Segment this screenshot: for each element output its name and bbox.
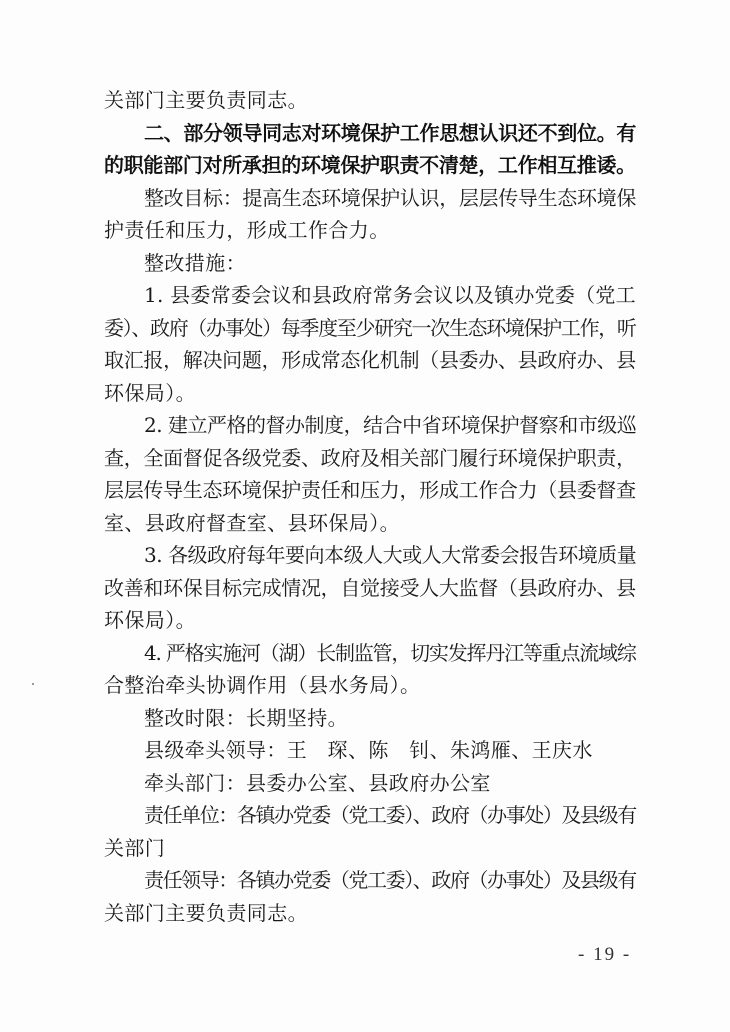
responsible-leaders: 责任领导：各镇办党委（党工委）、政府（办事处）及县级有	[144, 868, 636, 892]
text-line: 室、县政府督查室、县环保局）。	[104, 511, 400, 535]
measure-1: 1. 县委常委会议和县政府常务会议以及镇办党委（党工	[144, 283, 636, 307]
text-line: 护责任和压力，形成工作合力。	[104, 218, 390, 242]
lead-leaders: 县级牵头领导：王 琛、陈 钊、朱鸿雁、王庆水	[144, 738, 593, 762]
deadline: 整改时限：长期坚持。	[144, 706, 348, 730]
section-heading: 二、部分领导同志对环境保护工作思想认识还不到位。有	[144, 121, 636, 145]
measure-4: 4. 严格实施河（湖）长制监管，切实发挥丹江等重点流域综	[144, 641, 636, 665]
text-line: 环保局）。	[104, 608, 196, 632]
measure-3: 3. 各级政府每年要向本级人大或人大常委会报告环境质量	[144, 543, 637, 567]
text-line: 合整治牵头协调作用（县水务局）。	[104, 673, 421, 697]
lead-departments: 牵头部门：县委办公室、县政府办公室	[144, 771, 491, 795]
section-heading-continued: 的职能部门对所承担的环境保护职责不清楚，工作相互推诿。	[104, 153, 636, 177]
text-line: 改善和环保目标完成情况，自觉接受人大监督（县政府办、县	[104, 576, 636, 600]
responsible-units: 责任单位：各镇办党委（党工委）、政府（办事处）及县级有	[144, 803, 636, 827]
measure-2: 2. 建立严格的督办制度，结合中省环境保护督察和市级巡	[144, 413, 637, 437]
scan-speck	[32, 683, 34, 685]
text-line: 层层传导生态环境保护责任和压力，形成工作合力（县委督查	[104, 478, 636, 502]
text-line: 取汇报，解决问题，形成常态化机制（县委办、县政府办、县	[104, 348, 636, 372]
text-line: 关部门主要负责同志。	[104, 901, 308, 925]
text-line: 关部门	[104, 836, 166, 860]
text-line: 关部门主要负责同志。	[104, 88, 308, 112]
rectification-goal: 整改目标：提高生态环境保护认识，层层传导生态环境保	[144, 186, 636, 210]
text-line: 委）、政府（办事处）每季度至少研究一次生态环境保护工作，听	[104, 316, 636, 340]
measures-heading: 整改措施：	[144, 251, 246, 275]
text-line: 查，全面督促各级党委、政府及相关部门履行环境保护职责，	[104, 446, 636, 470]
text-line: 环保局）。	[104, 381, 196, 405]
page-number: - 19 -	[578, 944, 632, 965]
